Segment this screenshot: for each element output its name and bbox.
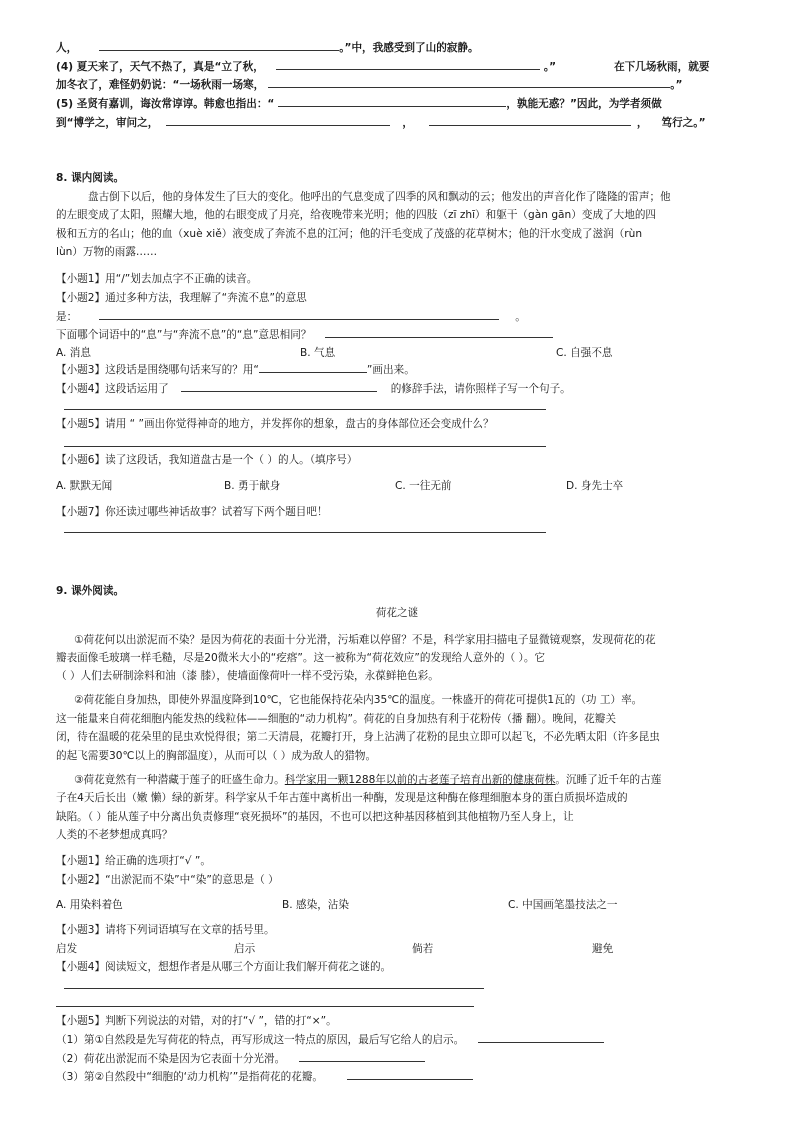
q9-passage-line: 人类的不老梦想成真吗？ [56,829,173,841]
q8-sub2-question [56,326,553,343]
text: （1）第①自然段是先写荷花的特点，再写形成这一特点的原因，最后写它给人的启示。 [56,1034,465,1046]
answer-line[interactable] [64,446,546,447]
blank[interactable] [99,308,499,320]
q9-sub2: 【小题2】“出淤泥而不染”中“染”的意思是（ ） [56,874,279,886]
q9-passage-line: ②荷花能自身加热，即使外界温度降到10℃，它也能保持花朵内35℃的温度。一株盛开的荷花可提供1瓦的（功 工）率。 [74,694,643,706]
q8-sub5: 【小题5】请用 “ ”画出你觉得神奇的地方，并发挥你的想象，盘古的身体部位还会变成什么？ [56,418,494,430]
text: (5) 圣贤有嘉训，诲汝常谆谆。韩愈也指出：“ [56,98,275,110]
q9-judge-3 [56,1068,473,1085]
q8-sub2-answer [56,308,526,325]
text: 笃行之。” [661,117,706,129]
text: 【小题3】这段话是围绕哪句话来写的？用“ [56,364,259,376]
answer-line[interactable] [56,1006,474,1007]
q9-sub4: 【小题4】阅读短文，想想作者是从哪三个方面让我们解开荷花之谜的。 [56,961,392,973]
text: 。” [670,79,683,91]
blank[interactable] [299,1050,425,1062]
passage-title: 荷花之谜 [375,607,419,619]
q8-heading: 8. 课内阅读。 [56,172,125,184]
q9-passage-line: 闭，待在温暖的花朵里的昆虫欢悦得很；第二天清晨，花瓣打开，身上沾满了花粉的昆虫立即可以起飞，不必先晒太阳（许多昆虫 [56,731,660,743]
q9-judge-1 [56,1031,604,1048]
q9-sub5: 【小题5】判断下列说法的对错，对的打“√ ”，错的打“×”。 [56,1015,337,1027]
blank[interactable] [268,76,670,88]
blank[interactable] [99,39,339,51]
text: 在下几场秋雨，就要 [614,61,710,73]
blank[interactable] [276,58,540,70]
q8-sub1: 【小题1】用“/”划去加点字不正确的读音。 [56,273,258,285]
text: 是： [56,311,78,323]
blank[interactable] [429,114,631,126]
q8-passage-line: lùn）万物的雨露…… [56,246,158,258]
blank[interactable] [259,361,367,373]
fill-line-4 [56,95,662,112]
text: 【小题4】这段话运用了 [56,383,169,395]
q9-passage-line: 子在4天后长出（嫩 懒）绿的新芽。科学家从千年古莲中离析出一种酶，发现是这种酶在修理细胞本身的蛋白质损坏造成的 [56,792,628,804]
text: ③荷花竟然有一种潜藏于莲子的旺盛生命力。 [74,774,285,786]
word-bank-item: 启示 [234,943,256,955]
text: (4) 夏天来了，天气不热了，真是“立了秋， [56,61,264,73]
blank[interactable] [166,114,390,126]
q9-sub2-option-a[interactable]: A. 用染料着色 [56,899,123,911]
fill-line-5 [56,114,706,131]
q9-passage-line: （ ）人们去研制涂料和油（漆 膝），使墙面像荷叶一样不受污染，永葆鲜艳色彩。 [56,670,439,682]
text: ， [636,117,648,129]
text: 。” [543,61,557,73]
q8-option-a[interactable]: A. 消息 [56,347,91,359]
text: 加冬衣了，难怪奶奶说：“一场秋雨一场寒， [56,79,265,91]
underlined-sentence: 科学家用一颗1288年以前的古老莲子培育出新的健康荷株 [284,774,556,786]
word-bank-item: 启发 [56,943,78,955]
text: 人， [56,42,78,54]
text: ”画出来。 [366,364,415,376]
text: （2）荷花出淤泥而不染是因为它表面十分光滑。 [56,1053,286,1065]
q8-sub6-option-a[interactable]: A. 默默无闻 [56,480,113,492]
q8-passage-line: 盘古倒下以后，他的身体发生了巨大的变化。他呼出的气息变成了四季的风和飘动的云；他发出的声音化作了隆隆的雷声；他 [88,191,671,203]
fill-line-3 [56,76,683,93]
q8-sub6-option-c[interactable]: C. 一往无前 [395,480,452,492]
q9-passage-line: 瓣表面像毛玻璃一样毛糙，尽是20微米大小的“疙瘩”。这一被称为“荷花效应”的发现给人意外的（ ）。它 [56,652,546,664]
q8-sub2: 【小题2】通过多种方法，我理解了“奔流不息”的意思 [56,292,307,304]
blank[interactable] [325,326,553,338]
fill-line-2 [56,58,709,75]
q9-passage-line: 缺陷。（ ）能从莲子中分离出负责修理“衰死损坏”的基因，不也可以把这种基因移植到其他植物乃至人身上，让 [56,811,574,823]
text: ，孰能无惑？”因此，为学者须做 [506,98,662,110]
blank[interactable] [278,95,506,107]
text: 下面哪个词语中的“息”与“奔流不息”的“息”意思相同？ [56,329,312,341]
text: 。”中，我感受到了山的寂静。 [339,42,479,54]
q9-judge-2 [56,1050,425,1067]
text: ， [402,117,413,129]
q9-passage-line: 这一能量来自荷花细胞内能发热的线粒体——细胞的“动力机构”。荷花的自身加热有利于花粉传（播 翻）。晚间，花瓣关 [56,713,616,725]
q8-sub4 [56,380,571,397]
word-bank-item: 避免 [592,943,614,955]
q9-sub3: 【小题3】请将下列词语填写在文章的括号里。 [56,924,275,936]
blank[interactable] [478,1031,604,1043]
q8-sub7: 【小题7】你还读过哪些神话故事？试着写下两个题目吧！ [56,506,328,518]
blank[interactable] [181,380,377,392]
text: （3）第②自然段中“细胞的‘动力机构’”是指荷花的花瓣。 [56,1071,324,1083]
text: 的修辞手法，请你照样子写一个句子。 [390,383,571,395]
q8-option-b[interactable]: B. 气息 [300,347,336,359]
blank[interactable] [347,1068,473,1080]
q9-passage-line: 的起飞需要30℃以上的胸部温度），从而可以（ ）成为敌人的猎物。 [56,750,377,762]
q9-sub1: 【小题1】给正确的选项打“√ ”。 [56,855,211,867]
q9-passage-line: ①荷花何以出淤泥而不染？是因为荷花的表面十分光滑，污垢难以停留？不是，科学家用扫描电子显微镜观察，发现荷花的花 [74,634,656,646]
q9-heading: 9. 课外阅读。 [56,585,125,597]
q9-passage-line [74,772,661,788]
q8-sub6-option-b[interactable]: B. 勇于献身 [224,480,281,492]
q9-sub2-option-b[interactable]: B. 感染，沾染 [282,899,349,911]
q8-sub6-option-d[interactable]: D. 身先士卒 [566,480,624,492]
q8-passage-line: 极和五方的名山；他的血（xuè xiě）液变成了奔流不息的江河；他的汗毛变成了茂盛的花草树木；他的汗水变成了滋润（rùn [56,228,643,240]
answer-line[interactable] [64,409,546,410]
q8-sub6: 【小题6】读了这段话，我知道盘古是一个（ ）的人。（填序号） [56,454,358,466]
q8-sub3 [56,361,415,378]
fill-line-1 [56,39,479,56]
answer-line[interactable] [64,988,484,989]
answer-line[interactable] [64,532,546,533]
text: 到“博学之，审问之， [56,117,159,129]
q8-option-c[interactable]: C. 自强不息 [556,347,613,359]
text: 。沉睡了近千年的古莲 [555,774,662,786]
q8-passage-line: 的左眼变成了太阳，照耀大地，他的右眼变成了月亮，给夜晚带来光明；他的四肢（zī zhī）和躯干（gàn gān）变成了大地的四 [56,209,657,221]
word-bank-item: 倘若 [412,943,434,955]
text: 。 [515,311,526,323]
q9-sub2-option-c[interactable]: C. 中国画笔墨技法之一 [508,899,618,911]
